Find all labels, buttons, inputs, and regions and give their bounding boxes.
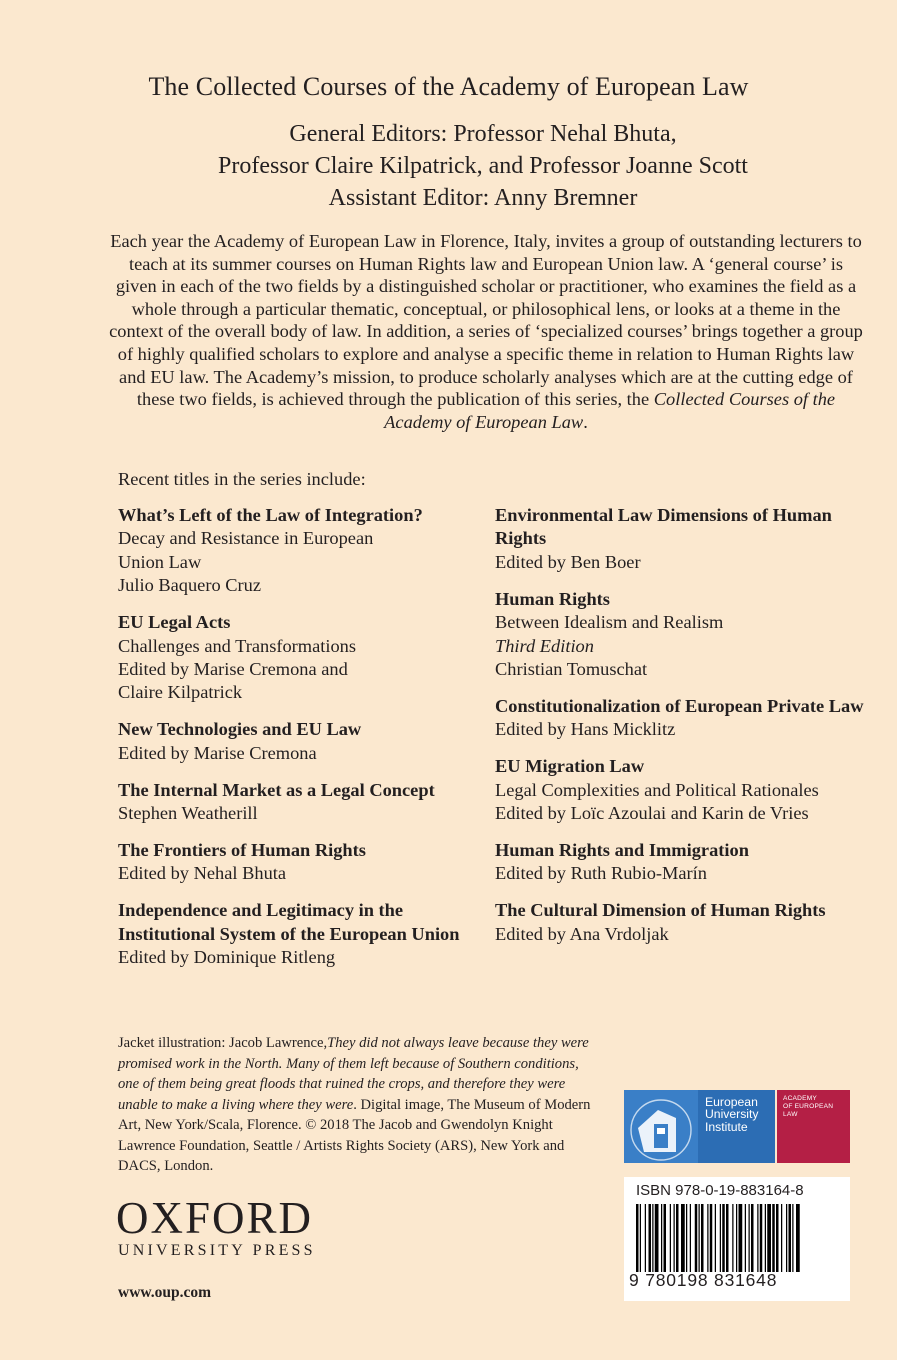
series-book-entry bbox=[495, 755, 865, 825]
book-detail-line: Edited by Nehal Bhuta bbox=[118, 863, 287, 884]
barcode-bar bbox=[710, 1204, 713, 1272]
series-book-entry bbox=[495, 695, 865, 742]
book-detail-line: Edited by Ruth Rubio-Marín bbox=[495, 863, 707, 884]
jacket-prefix: Jacket illustration: Jacob Lawrence, bbox=[118, 1035, 328, 1051]
academy-name-line-3: LAW bbox=[783, 1111, 798, 1118]
oxford-wordmark: OXFORD bbox=[116, 1193, 314, 1243]
book-detail-line: Challenges and Transformations bbox=[118, 635, 357, 656]
book-detail-line: Stephen Weatherill bbox=[118, 802, 258, 823]
academy-logo-panel bbox=[777, 1090, 850, 1163]
description-end: . bbox=[583, 411, 588, 432]
book-detail-line: Third Edition bbox=[495, 635, 594, 656]
barcode-digits: 9 780198 831648 bbox=[629, 1270, 778, 1290]
book-title: Independence and Legitimacy in the Institutional System of the European Union bbox=[118, 900, 460, 944]
barcode-bar bbox=[757, 1204, 758, 1272]
eui-logo-blue-panel bbox=[624, 1090, 775, 1163]
series-book-entry bbox=[118, 718, 488, 765]
editors-block bbox=[0, 118, 897, 214]
barcode-bar bbox=[720, 1204, 721, 1272]
barcode-bar bbox=[686, 1204, 687, 1272]
barcode-bar bbox=[664, 1204, 667, 1272]
isbn-label: ISBN 978-0-19-883164-8 bbox=[636, 1182, 804, 1199]
barcode-bar bbox=[640, 1204, 641, 1272]
general-editors-line-2: Professor Claire Kilpatrick, and Professor Joanne Scott bbox=[218, 153, 748, 179]
book-detail-line: Edited by Ben Boer bbox=[495, 551, 641, 572]
eui-name-line-2: University bbox=[705, 1107, 759, 1122]
barcode-bar bbox=[789, 1204, 792, 1272]
book-title: What’s Left of the Law of Integration? bbox=[118, 505, 423, 525]
barcode-bar bbox=[670, 1204, 671, 1272]
book-title: The Internal Market as a Legal Concept bbox=[118, 779, 435, 800]
book-title: New Technologies and EU Law bbox=[118, 719, 362, 740]
assistant-editor-line: Assistant Editor: Anny Bremner bbox=[328, 185, 638, 211]
book-detail-line: Edited by Ana Vrdoljak bbox=[495, 923, 669, 944]
barcode-bar bbox=[767, 1204, 771, 1272]
barcode-bar bbox=[749, 1204, 750, 1272]
publisher-website: www.oup.com bbox=[118, 1284, 212, 1301]
barcode-bar bbox=[690, 1204, 691, 1272]
jacket-artwork-title: They did not always leave because they were promised work in the North. Many of them left because of Southern conditions, one of them being great floods that ruined the crops, and therefore they were unable to make a living where they were bbox=[118, 1035, 589, 1113]
barcode-bar bbox=[722, 1204, 725, 1272]
barcode-bar bbox=[699, 1204, 700, 1272]
series-book-entry bbox=[495, 899, 865, 946]
barcode-bar bbox=[674, 1204, 675, 1272]
barcode-bar bbox=[701, 1204, 704, 1272]
book-detail-line: Union Law bbox=[118, 551, 202, 572]
right-book-column bbox=[495, 504, 865, 960]
book-detail-line: Between Idealism and Realism bbox=[495, 612, 724, 633]
book-title: Human Rights and Immigration bbox=[495, 839, 749, 860]
barcode-bar bbox=[745, 1204, 746, 1272]
book-detail-line: Christian Tomuschat bbox=[495, 658, 648, 679]
series-book-entry bbox=[118, 611, 488, 705]
jacket-illustration-credit bbox=[118, 1033, 596, 1177]
eui-building-icon bbox=[624, 1090, 698, 1163]
series-book-entry bbox=[118, 899, 488, 969]
book-detail-line: Legal Complexities and Political Rationales bbox=[495, 779, 819, 800]
barcode-bar bbox=[781, 1204, 782, 1272]
description-text: Each year the Academy of European Law in Florence, Italy, invites a group of outstanding lecturers to teach at its summer courses on Human Rights law and European Union law. A ‘general course’ is given in each of the two fields by a distinguished scholar or practitioner, who examines the field as a whole through a particular thematic, conceptual, or philosophical lens, or looks at a theme in the context of the overall body of law. In addition, a series of ‘specialized courses’ brings together a group of highly qualified scholars to explore and analyse a specific theme in relation to Human Rights law and EU law. The Academy’s mission, to produce scholarly analyses which are at the cutting edge of these two fields, is achieved through the publication of this series, the bbox=[109, 231, 863, 410]
barcode-bar bbox=[652, 1204, 653, 1272]
general-editors-line-1: General Editors: Professor Nehal Bhuta, bbox=[289, 121, 677, 147]
barcode-bar bbox=[751, 1204, 754, 1272]
series-book-entry bbox=[495, 839, 865, 886]
series-book-entry bbox=[495, 504, 865, 574]
isbn-barcode-box bbox=[624, 1177, 850, 1301]
barcode-bar bbox=[776, 1204, 779, 1272]
barcode-bar bbox=[765, 1204, 766, 1272]
academy-name bbox=[783, 1095, 833, 1119]
book-detail-line: Edited by Hans Micklitz bbox=[495, 719, 676, 740]
book-title: The Frontiers of Human Rights bbox=[118, 839, 366, 860]
jacket-credits: . Digital image, The Museum of Modern Art, New York/Scala, Florence. © 2018 The Jacob and Gwendolyn Knight Lawrence Foundation, Seattle / Artists Rights Society (ARS), New York and DACS, London. bbox=[118, 1096, 591, 1174]
book-detail-line: Claire Kilpatrick bbox=[118, 682, 243, 703]
book-title: Human Rights bbox=[495, 588, 610, 609]
description-italic-title: Collected Courses of the Academy of European Law bbox=[384, 389, 836, 432]
barcode-bar bbox=[636, 1204, 639, 1272]
barcode-bar bbox=[715, 1204, 716, 1272]
book-title: The Cultural Dimension of Human Rights bbox=[495, 900, 826, 921]
book-title: EU Legal Acts bbox=[118, 612, 231, 633]
barcode-bar bbox=[786, 1204, 787, 1272]
book-title: Constitutionalization of European Private Law bbox=[495, 695, 864, 716]
barcode-bars bbox=[636, 1204, 842, 1272]
book-detail-line: Edited by Loïc Azoulai and Karin de Vries bbox=[495, 802, 809, 823]
barcode-bar bbox=[661, 1204, 662, 1272]
book-title: EU Migration Law bbox=[495, 756, 645, 777]
recent-titles-heading: Recent titles in the series include: bbox=[118, 469, 366, 489]
university-press-wordmark: UNIVERSITY PRESS bbox=[118, 1242, 316, 1259]
book-detail-line: Julio Baquero Cruz bbox=[118, 575, 262, 596]
barcode-bar bbox=[645, 1204, 646, 1272]
barcode-bar bbox=[681, 1204, 685, 1272]
barcode-bar bbox=[726, 1204, 729, 1272]
eui-logo bbox=[624, 1090, 850, 1163]
left-book-column bbox=[118, 504, 488, 983]
book-detail-line: Edited by Marise Cremona bbox=[118, 742, 317, 763]
academy-name-line-1: ACADEMY bbox=[783, 1095, 818, 1102]
series-book-entry bbox=[118, 839, 488, 886]
series-book-entry bbox=[495, 588, 865, 682]
barcode-bar bbox=[695, 1204, 698, 1272]
barcode-bar bbox=[649, 1204, 652, 1272]
book-detail-line: Decay and Resistance in European bbox=[118, 528, 374, 549]
series-description bbox=[108, 230, 864, 433]
academy-name-line-2: OF EUROPEAN bbox=[783, 1103, 834, 1110]
barcode-bar bbox=[760, 1204, 763, 1272]
barcode-bar bbox=[739, 1204, 743, 1272]
eui-name bbox=[705, 1096, 759, 1133]
barcode-bar bbox=[707, 1204, 708, 1272]
barcode-bar bbox=[792, 1204, 793, 1272]
series-book-entry bbox=[118, 779, 488, 826]
eui-name-line-1: European bbox=[705, 1095, 758, 1109]
series-book-entry bbox=[118, 504, 488, 598]
book-title: Environmental Law Dimensions of Human Rights bbox=[495, 505, 832, 549]
barcode-bar bbox=[796, 1204, 800, 1272]
series-title: The Collected Courses of the Academy of European Law bbox=[148, 72, 749, 101]
barcode-bar bbox=[676, 1204, 679, 1272]
barcode-bar bbox=[736, 1204, 737, 1272]
barcode-bar bbox=[772, 1204, 775, 1272]
book-detail-line: Edited by Dominique Ritleng bbox=[118, 947, 336, 967]
barcode-bar bbox=[655, 1204, 659, 1272]
barcode-bar bbox=[732, 1204, 733, 1272]
eui-name-line-3: Institute bbox=[705, 1119, 748, 1134]
oxford-university-press-logo bbox=[116, 1193, 316, 1260]
book-detail-line: Edited by Marise Cremona and bbox=[118, 658, 348, 679]
